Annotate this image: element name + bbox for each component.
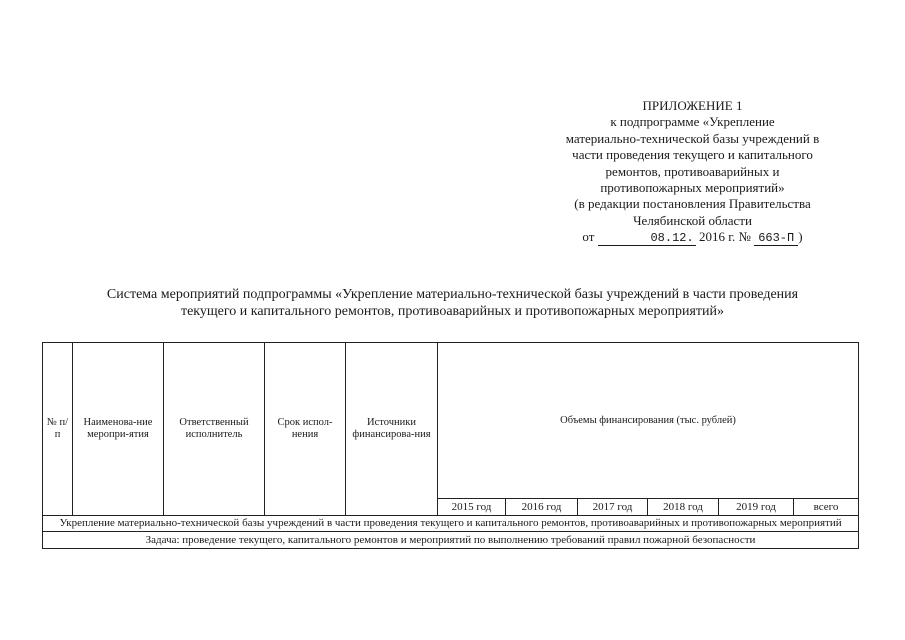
annex-line: части проведения текущего и капитального: [572, 147, 813, 163]
header-event-name: Наименова-ние меропри-ятия: [73, 343, 164, 516]
task-title: Задача: проведение текущего, капитального ремонтов и мероприятий по выполнению требований правил пожарной безопасности: [43, 532, 859, 549]
task-row: [43, 532, 859, 549]
total-cell: всего: [794, 499, 859, 516]
close-paren: ): [798, 229, 803, 245]
year-cell: 2015 год: [438, 499, 506, 516]
date-prefix: от: [582, 229, 595, 245]
table-header-row: [43, 343, 859, 499]
header-deadline: Срок испол-нения: [265, 343, 346, 516]
year-cell: 2018 год: [648, 499, 719, 516]
events-table: [42, 342, 859, 549]
document-title-line-2: текущего и капитального ремонтов, противоаварийных и противопожарных мероприятий»: [180, 304, 725, 319]
year-cell: 2016 год: [506, 499, 578, 516]
decree-number: 663-П: [754, 232, 798, 246]
document-title-line-1: Система мероприятий подпрограммы «Укрепление материально-технической базы учреждений в части проведения: [106, 287, 799, 302]
header-funding: Объемы финансирования (тыс. рублей): [438, 343, 859, 499]
annex-line: материально-технической базы учреждений в: [565, 130, 820, 146]
year-cell: 2017 год: [578, 499, 648, 516]
annex-date-line: [520, 229, 865, 246]
header-responsible: Ответственный исполнитель: [164, 343, 265, 516]
year-cell: 2019 год: [719, 499, 794, 516]
annex-block: [520, 98, 865, 246]
annex-line: к подпрограмме «Укрепление: [610, 114, 775, 130]
year-text: 2016 г. №: [698, 229, 751, 245]
annex-line: Челябинской области: [633, 212, 752, 228]
annex-heading: ПРИЛОЖЕНИЕ 1: [642, 98, 743, 113]
section-row: [43, 516, 859, 532]
annex-line: ремонтов, противоаварийных и: [605, 163, 780, 179]
annex-line: противопожарных мероприятий»: [600, 180, 785, 196]
annex-line: (в редакции постановления Правительства: [574, 196, 811, 212]
header-number: № п/п: [43, 343, 73, 516]
document-title: [40, 286, 865, 320]
header-sources: Источники финансирова-ния: [346, 343, 438, 516]
date-value: 08.12.: [598, 232, 696, 246]
section-title: Укрепление материально-технической базы учреждений в части проведения текущего и капитального ремонтов, противоаварийных и противопожарных мероприятий: [43, 516, 859, 532]
